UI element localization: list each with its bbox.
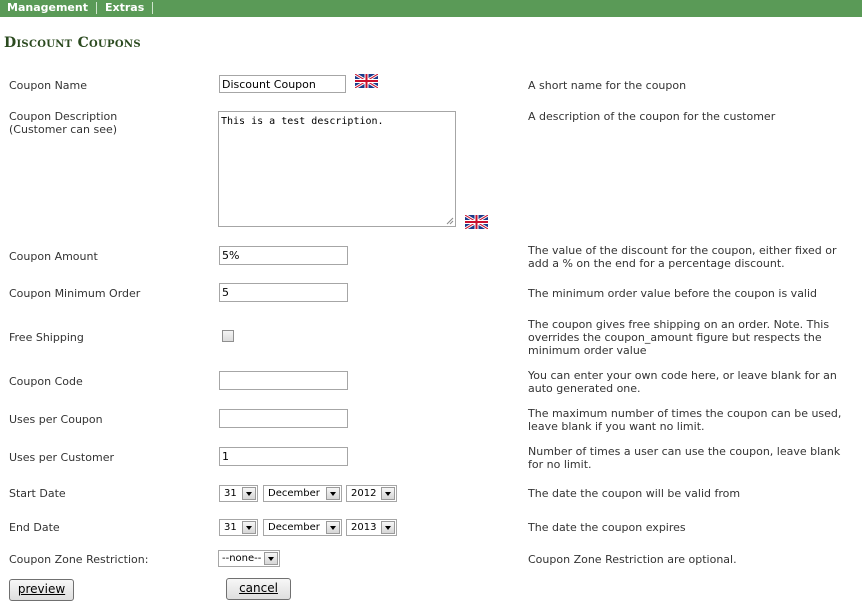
end-month-select[interactable] [263, 519, 342, 536]
end-date-label: End Date [9, 521, 60, 534]
zone-restriction-help: Coupon Zone Restriction are optional. [528, 553, 737, 566]
coupon-description-text: This is a test description. [221, 116, 384, 127]
coupon-name-help: A short name for the coupon [528, 79, 687, 92]
start-day-select[interactable] [219, 485, 258, 502]
start-year-select[interactable] [346, 485, 397, 502]
chevron-down-icon [381, 487, 395, 500]
coupon-description-textarea[interactable] [218, 111, 456, 227]
cancel-button-label: cancel [239, 581, 278, 595]
nav-item-extras[interactable]: Extras [105, 1, 145, 14]
coupon-code-input[interactable] [219, 371, 348, 390]
coupon-description-label: Coupon Description (Customer can see) [9, 110, 118, 136]
uk-flag-icon [355, 74, 378, 88]
page-title: Discount Coupons [4, 35, 141, 51]
uses-per-coupon-input[interactable] [219, 409, 348, 428]
coupon-name-label: Coupon Name [9, 79, 88, 92]
nav-separator [152, 2, 153, 14]
preview-button-label: preview [17, 582, 66, 596]
uk-flag-icon [465, 215, 488, 229]
uses-per-coupon-help: The maximum number of times the coupon can be used, leave blank if you want no limit. [528, 407, 842, 433]
resize-grip-icon[interactable] [446, 217, 454, 225]
coupon-amount-label: Coupon Amount [9, 250, 98, 263]
end-year-select[interactable] [346, 519, 397, 536]
start-year-value: 2012 [351, 488, 377, 499]
coupon-minimum-order-input[interactable]: 5 [219, 283, 348, 302]
chevron-down-icon [264, 552, 278, 565]
uses-per-coupon-label: Uses per Coupon [9, 413, 103, 426]
zone-restriction-label: Coupon Zone Restriction: [9, 553, 149, 566]
uses-per-customer-help: Number of times a user can use the coupon, leave blank for no limit. [528, 445, 841, 471]
coupon-minimum-order-label: Coupon Minimum Order [9, 287, 141, 300]
uses-per-customer-label: Uses per Customer [9, 451, 114, 464]
uses-per-customer-input[interactable]: 1 [219, 447, 348, 466]
nav-separator [96, 2, 97, 14]
nav-item-management[interactable]: Management [7, 1, 88, 14]
coupon-code-label: Coupon Code [9, 375, 83, 388]
coupon-amount-help: The value of the discount for the coupon, either fixed or add a % on the end for a percentage discount. [528, 244, 837, 270]
coupon-amount-input[interactable]: 5% [219, 246, 348, 265]
coupon-code-help: You can enter your own code here, or leave blank for an auto generated one. [528, 369, 837, 395]
zone-restriction-select[interactable] [218, 550, 280, 567]
end-month-value: December [268, 522, 320, 533]
preview-button[interactable] [9, 579, 74, 601]
start-month-select[interactable] [263, 485, 342, 502]
end-day-value: 31 [224, 522, 237, 533]
zone-restriction-value: --none-- [222, 553, 262, 564]
end-date-help: The date the coupon expires [528, 521, 686, 534]
chevron-down-icon [242, 487, 256, 500]
start-month-value: December [268, 488, 320, 499]
free-shipping-help: The coupon gives free shipping on an order. Note. This overrides the coupon_amount figure but respects the minimum order value [528, 318, 830, 357]
coupon-description-help: A description of the coupon for the customer [528, 110, 776, 123]
coupon-minimum-order-help: The minimum order value before the coupon is valid [528, 287, 818, 300]
start-date-help: The date the coupon will be valid from [528, 487, 741, 500]
cancel-button[interactable] [226, 578, 291, 600]
start-date-label: Start Date [9, 487, 66, 500]
chevron-down-icon [381, 521, 395, 534]
free-shipping-label: Free Shipping [9, 331, 84, 344]
chevron-down-icon [326, 487, 340, 500]
coupon-name-input[interactable]: Discount Coupon [219, 75, 346, 93]
free-shipping-checkbox[interactable] [222, 330, 234, 342]
chevron-down-icon [242, 521, 256, 534]
end-day-select[interactable] [219, 519, 258, 536]
chevron-down-icon [326, 521, 340, 534]
end-year-value: 2013 [351, 522, 377, 533]
start-day-value: 31 [224, 488, 237, 499]
top-nav-bar [0, 0, 862, 17]
